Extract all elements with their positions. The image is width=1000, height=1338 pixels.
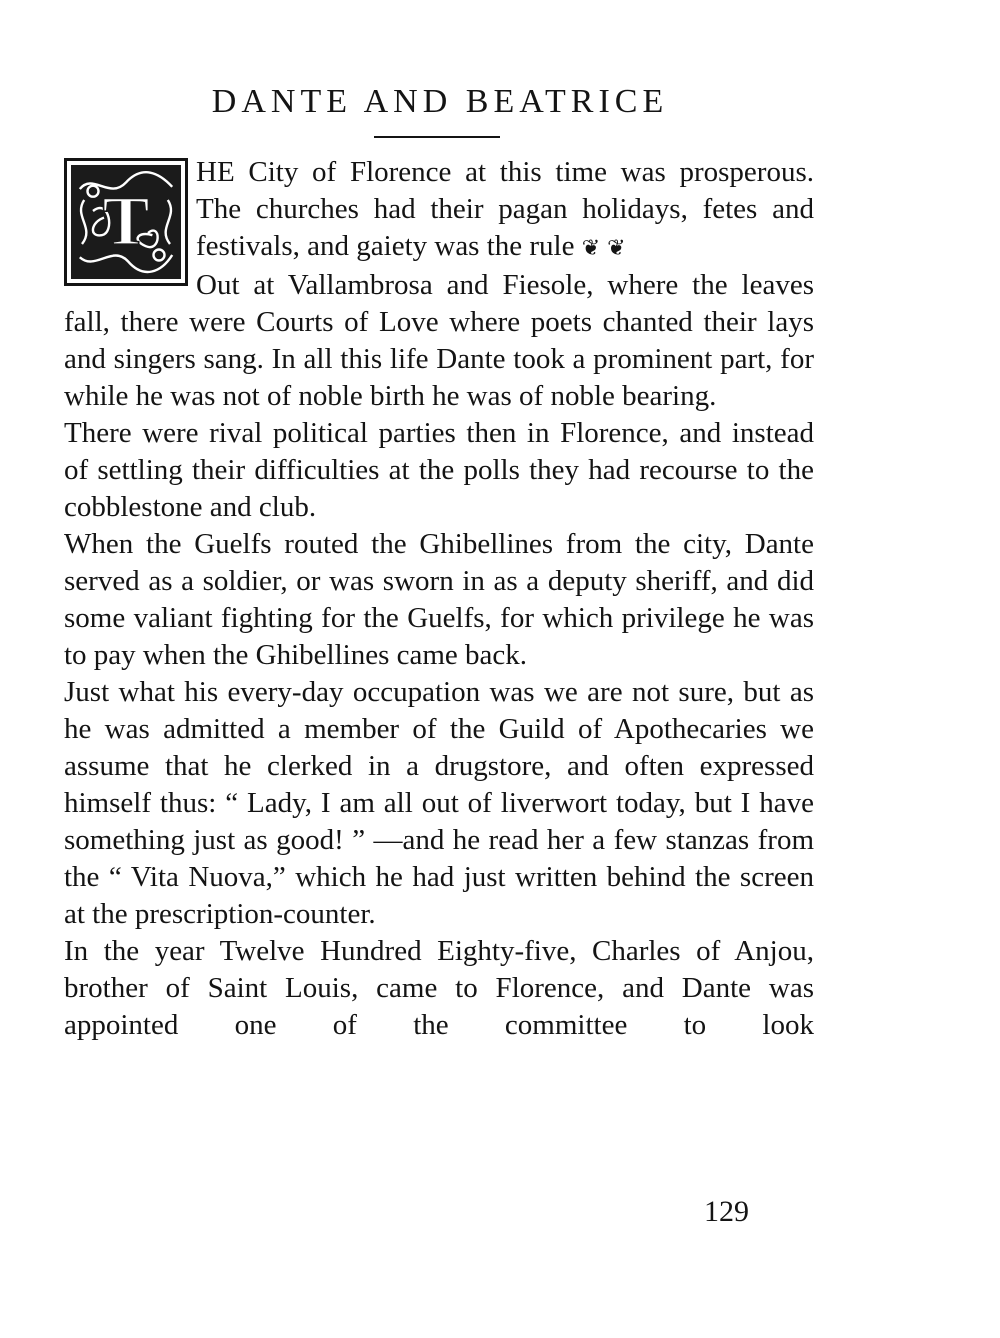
paragraph-2: Out at Vallambrosa and Fiesole, where the leaves fall, there were Courts of Love where poets chanted their lays and singers sang. In all this life Dante took a prominent part, for while he was not of noble birth he was of noble bearing. bbox=[64, 269, 814, 412]
paragraph-5: Just what his every-day occupation was we are not sure, but as he was admitted a member of the Guild of Apothecaries we assume that he clerked in a drugstore, and often expressed himself thus: “ Lady, I am all out of liverwort today, but I have something just as good! ” —and he read her a few stanzas from the “ Vita Nuova,” which he had just written behind the screen at the prescription-counter. bbox=[64, 676, 814, 930]
drop-cap-panel bbox=[71, 165, 181, 279]
drop-cap-initial bbox=[64, 158, 188, 286]
paragraph-1-text: HE City of Florence at this time was prosperous. The churches had their pagan holidays, fetes and festivals, and gaiety was the rule bbox=[196, 156, 814, 262]
head-rule bbox=[374, 136, 500, 138]
running-head: DANTE AND BEATRICE bbox=[211, 83, 669, 120]
ornament-fleurons: ❦ ❦ bbox=[581, 236, 626, 261]
page-number: 129 bbox=[704, 1195, 749, 1228]
drop-cap-letter: T bbox=[102, 182, 150, 260]
paragraph-3: There were rival political parties then in Florence, and instead of settling their difficulties at the polls they had recourse to the cobblestone and club. bbox=[64, 417, 814, 523]
paragraph-6: In the year Twelve Hundred Eighty-five, Charles of Anjou, brother of Saint Louis, came to Florence, and Dante was appointed one of the committee to look bbox=[64, 935, 814, 1041]
drop-cap-letter-icon bbox=[71, 165, 181, 279]
page-body bbox=[64, 154, 814, 1044]
paragraph-4: When the Guelfs routed the Ghibellines from the city, Dante served as a soldier, or was sworn in as a deputy sheriff, and did some valiant fighting for the Guelfs, for which privilege he was to pay when the Ghibellines came back. bbox=[64, 528, 814, 671]
